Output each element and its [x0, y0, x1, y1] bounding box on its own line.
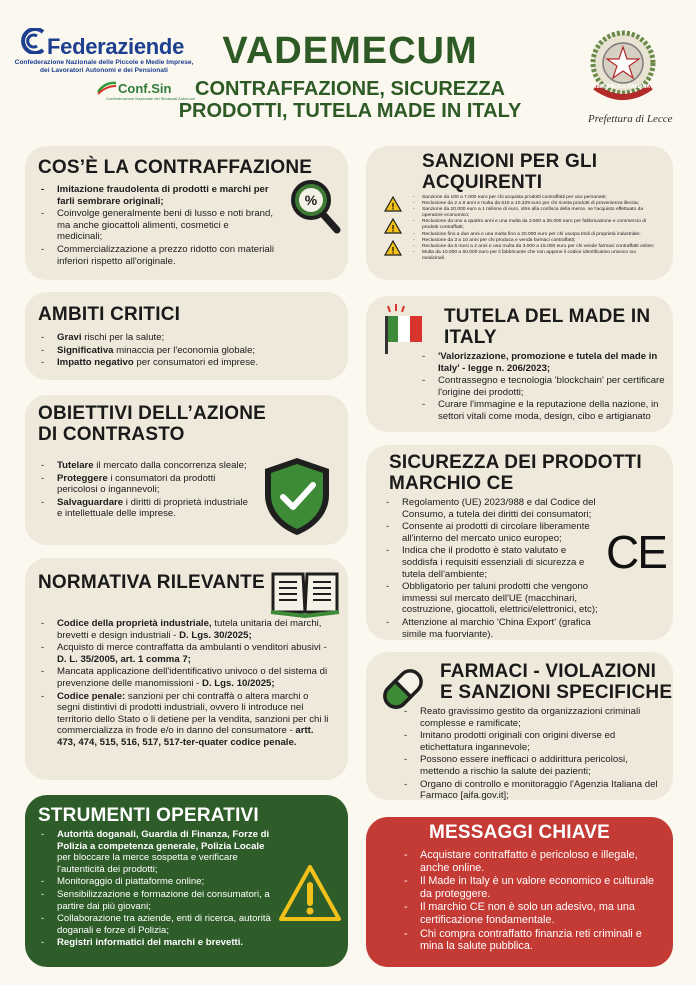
list-item	[35, 829, 271, 875]
ambiti-item-text: rischi per la salute;	[81, 332, 165, 343]
list-item: - Possono essere inefficaci o addirittura pericolosi, mettendo a rischio la salute dei pazienti;	[398, 754, 666, 777]
normativa-item-text: Mancata applicazione dell'identificativo univoco o del sistema di prevenzione delle manomissioni -	[57, 666, 328, 689]
open-book-icon	[269, 566, 341, 618]
warning-triangle-icon	[384, 196, 402, 212]
normativa-item-ref: artt. 473, 474, 515, 516, 517, 517-ter-quater codice penale.	[57, 725, 314, 748]
normativa-item-text: sanzioni per chi contraffà o altera marchi o segni distintivi di prodotti industriali, ovvero li introduce nel territorio dello Stato o li detiene per la vendita, sanzioni per chi li commercializza in frode e/o in danno del consumatore -	[57, 690, 329, 737]
madeinitaly-title-line-2: ITALY	[444, 327, 497, 348]
strumenti-item-text: per bloccare la merce sospetta e verificare l'autenticità dei prodotti;	[57, 852, 238, 875]
madeinitaly-title	[444, 306, 650, 348]
sanzioni-title	[422, 151, 597, 193]
list-item: - Contrassegno e tecnologia 'blockchain' per certificare l'origine dei prodotti;	[416, 375, 666, 398]
list-item: - Sensibilizzazione e formazione dei consumatori, a partire dai più giovani;	[35, 889, 271, 912]
alert-triangle-icon	[277, 863, 343, 923]
strumenti-title: STRUMENTI OPERATIVI	[38, 805, 259, 826]
madeinitaly-title-line-1: TUTELA DEL MADE IN	[444, 306, 651, 327]
federaziende-name: Federaziende	[47, 34, 185, 59]
confsin-swoosh-icon	[97, 80, 117, 96]
list-item	[35, 345, 335, 357]
list-item: - Monitoraggio di piattaforme online;	[35, 876, 271, 888]
page-title: VADEMECUM	[222, 30, 478, 72]
list-item	[35, 642, 330, 665]
list-item: - Obbligatorio per taluni prodotti che vengono immessi sul mercato dell'UE (macchinari, costruzione, giocattoli, elettrici/elettronici, etc);	[380, 581, 598, 616]
list-item: - Indica che il prodotto è stato valutato e soddisfa i requisiti essenziali di sicurezza e tutela dell'ambiente;	[380, 545, 598, 580]
sicurezza-title-line-1: SICUREZZA DEI PRODOTTI	[389, 452, 642, 473]
normativa-item-ref: D. Lgs. 30/2025;	[179, 629, 252, 641]
list-item	[35, 460, 250, 472]
madeinitaly-item-bold: 'Valorizzazione, promozione e tutela del made in Italy' - legge n. 206/2023;	[438, 351, 658, 374]
obiettivi-item-bold: Salvaguardare	[57, 496, 124, 508]
list-item: - Regolamento (UE) 2023/988 e dal Codice del Consumo, a tutela dei diritti dei consumatori;	[380, 497, 598, 520]
list-item	[35, 497, 250, 520]
federaziende-logo-icon	[15, 28, 47, 54]
obiettivi-list	[35, 460, 250, 521]
list-item: - Il marchio CE non è solo un adesivo, ma una certificazione fondamentale.	[398, 901, 666, 926]
card-messaggi	[366, 817, 673, 967]
ambiti-item-bold: Impatto negativo	[57, 357, 134, 369]
svg-text:!: !	[391, 201, 395, 212]
list-item	[35, 937, 271, 949]
prefettura-label: Prefettura di Lecce	[588, 113, 673, 125]
strumenti-item-bold: Registri informatici dei marchi e brevetti.	[57, 937, 244, 949]
page-subtitle-line-2: PRODOTTI, TUTELA MADE IN ITALY	[178, 100, 522, 122]
card-normativa	[25, 558, 348, 780]
svg-text:!: !	[391, 223, 395, 234]
repubblica-emblem-icon	[585, 25, 661, 113]
list-item	[416, 351, 666, 374]
svg-text:%: %	[304, 192, 318, 208]
normativa-item-ref: D. L. 35/2005, art. 1 comma 7;	[57, 653, 191, 665]
list-item: - Reclusione fino a due anni e una multa fino a 20.000 euro per chi usurpa titoli di proprietà industriale;	[410, 232, 660, 238]
card-contraffazione	[25, 146, 348, 280]
list-item	[35, 332, 335, 344]
shield-check-icon	[261, 455, 333, 537]
list-item: - Coinvolge generalmente beni di lusso e noti brand, ma anche giocattoli alimenti, cosmetici e medicinali;	[35, 208, 275, 243]
obiettivi-title	[38, 403, 266, 445]
obiettivi-item-bold: Proteggere	[57, 472, 108, 484]
ambiti-item-text: minaccia per l'economia globale;	[113, 344, 256, 356]
list-item: - Il Made in Italy è un valore economico e culturale da proteggere.	[398, 875, 666, 900]
emblem-text: REPUBBLICA ITALIANA	[593, 84, 650, 90]
confsin-name: Conf.Sin	[118, 81, 172, 96]
list-item: - Commercializzazione a prezzo ridotto con materiali inferiori rispetto all'originale.	[35, 244, 275, 267]
italy-flag-icon	[382, 304, 426, 356]
ambiti-item-bold: Significativa	[57, 344, 114, 356]
list-item: - Imitano prodotti originali con origini diverse ed etichettatura ingannevole;	[398, 730, 666, 753]
ambiti-item-bold: Gravi	[57, 332, 82, 343]
obiettivi-item-text: i diritti di proprietà industriale e intellettuale delle imprese.	[57, 496, 248, 520]
list-item: - Reato gravissimo gestito da organizzazioni criminali complesse e ramificate;	[398, 706, 666, 729]
farmaci-list	[398, 706, 666, 803]
farmaci-title-line-2: E SANZIONI SPECIFICHE	[440, 682, 673, 703]
list-item: - Sanzione da 20.000 euro a 1 milione di euro, oltre alla confisca della merce, se l'acquisto effettuato da operatore economico;	[410, 207, 660, 219]
messaggi-title: MESSAGGI CHIAVE	[428, 822, 611, 843]
sicurezza-title-line-2: MARCHIO CE	[389, 473, 514, 494]
obiettivi-title-line-2: DI CONTRASTO	[38, 424, 185, 445]
ce-mark-icon: CE	[606, 526, 666, 578]
confsin-description: Confederazione Nazionale dei Sindacati Autonomi	[106, 96, 195, 101]
normativa-item-bold: Codice della proprietà industriale,	[57, 618, 212, 629]
normativa-title: NORMATIVA RILEVANTE	[38, 572, 265, 593]
madeinitaly-list	[416, 351, 666, 424]
sicurezza-title	[389, 452, 642, 494]
list-item: - Consente ai prodotti di circolare liberamente all'interno del mercato unico europeo;	[380, 521, 598, 544]
ambiti-list	[35, 332, 335, 370]
card-sanzioni	[366, 146, 673, 280]
card-sicurezza	[366, 445, 673, 640]
list-item: - Collaborazione tra aziende, enti di ricerca, autorità doganali e forze di Polizia;	[35, 913, 271, 936]
list-item	[35, 666, 330, 689]
sicurezza-list	[380, 497, 598, 641]
list-item: - Attenzione al marchio 'China Export' (grafica simile ma fuorviante).	[380, 617, 598, 640]
strumenti-list	[35, 829, 271, 950]
strumenti-item-bold: Autorità doganali, Guardia di Finanza, Forze di Polizia a competenza generale, Polizia Locale	[57, 829, 270, 852]
list-item	[35, 618, 330, 641]
list-item: - Sanzione da 100 a 7.000 euro per chi acquista prodotti contraffatti per uso personale;	[410, 195, 660, 201]
list-item	[35, 691, 330, 749]
page-subtitle	[160, 78, 540, 122]
normativa-list	[35, 618, 330, 750]
card-farmaci	[366, 652, 673, 800]
warning-triangle-icon	[384, 218, 402, 234]
list-item: - Curare l'immagine e la reputazione della nazione, in settori vitali come moda, design, cibo e artigianato	[416, 399, 666, 422]
list-item: - Imitazione fraudolenta di prodotti e marchi per farli sembrare originali;	[35, 184, 275, 207]
list-item: - Reclusione da 3 a 10 anni per chi produca e venda farmaci contraffatti;	[410, 238, 660, 244]
sanzioni-title-line-1: SANZIONI PER GLI	[422, 151, 598, 172]
messaggi-list	[398, 849, 666, 954]
list-item	[35, 473, 250, 496]
list-item: - Reclusione da uno a quattro anni e una multa da 3.500 a 35.000 euro per fabbricazione e commercio di prodotti contraffatti;	[410, 219, 660, 231]
list-item: - Multa da 10.000 a 60.000 euro per il fabbricante che non appone il codice identificativo univoco sui medicinali.	[410, 250, 660, 262]
contraffazione-list	[35, 184, 275, 268]
farmaci-title-line-1: FARMACI - VIOLAZIONI	[440, 661, 657, 682]
normativa-item-bold: Codice penale:	[57, 690, 126, 702]
federaziende-description: Confederazione Nazionale delle Piccole e Medie Imprese, dei Lavoratori Autonomi e dei Pensionati	[14, 59, 194, 74]
list-item: - Acquistare contraffatto è pericoloso e illegale, anche online.	[398, 849, 666, 874]
farmaci-title	[440, 661, 672, 703]
sanzioni-title-line-2: ACQUIRENTI	[422, 172, 543, 193]
obiettivi-item-text: il mercato dalla concorrenza sleale;	[93, 460, 247, 471]
card-ambiti	[25, 292, 348, 380]
list-item: - Chi compra contraffatto finanzia reti criminali e mina la salute pubblica.	[398, 928, 666, 953]
svg-text:!: !	[391, 245, 395, 256]
list-item: - Organo di controllo e monitoraggio l'Agenzia Italiana del Farmaco [aifa.gov.it];	[398, 779, 666, 802]
list-item: - Reclusione da 2 a 8 anni e multa da 516 a 10.329 euro per chi ricetta prodotti di provenienza illecita;	[410, 201, 660, 207]
normativa-item-text: tutela unitaria dei marchi, brevetti e design industriali -	[57, 618, 322, 641]
warning-triangle-icon	[384, 240, 402, 256]
obiettivi-item-text: i consumatori da prodotti pericolosi o ingannevoli;	[57, 472, 216, 496]
contraffazione-title: COS’È LA CONTRAFFAZIONE	[38, 157, 313, 178]
obiettivi-item-bold: Tutelare	[57, 460, 94, 471]
normativa-item-text: Acquisto di merce contraffatta da ambulanti o venditori abusivi -	[57, 642, 327, 654]
card-strumenti	[25, 795, 348, 967]
card-obiettivi	[25, 395, 348, 545]
card-madeinitaly	[366, 296, 673, 432]
magnifier-percent-icon	[287, 176, 345, 236]
list-item	[35, 357, 335, 369]
sanzioni-list	[410, 195, 660, 262]
ambiti-item-text: per consumatori ed imprese.	[133, 357, 259, 369]
page-subtitle-line-1: CONTRAFFAZIONE, SICUREZZA	[195, 78, 505, 100]
list-item: - Reclusione da 6 mesi a 2 anni e una multa da 3.000 a 15.000 euro per chi vende farmaci contraffatti online;	[410, 244, 660, 250]
normativa-item-ref: D. Lgs. 10/2025;	[202, 677, 275, 689]
obiettivi-title-line-1: OBIETTIVI DELL’AZIONE	[38, 403, 266, 424]
ambiti-title: AMBITI CRITICI	[38, 304, 181, 325]
